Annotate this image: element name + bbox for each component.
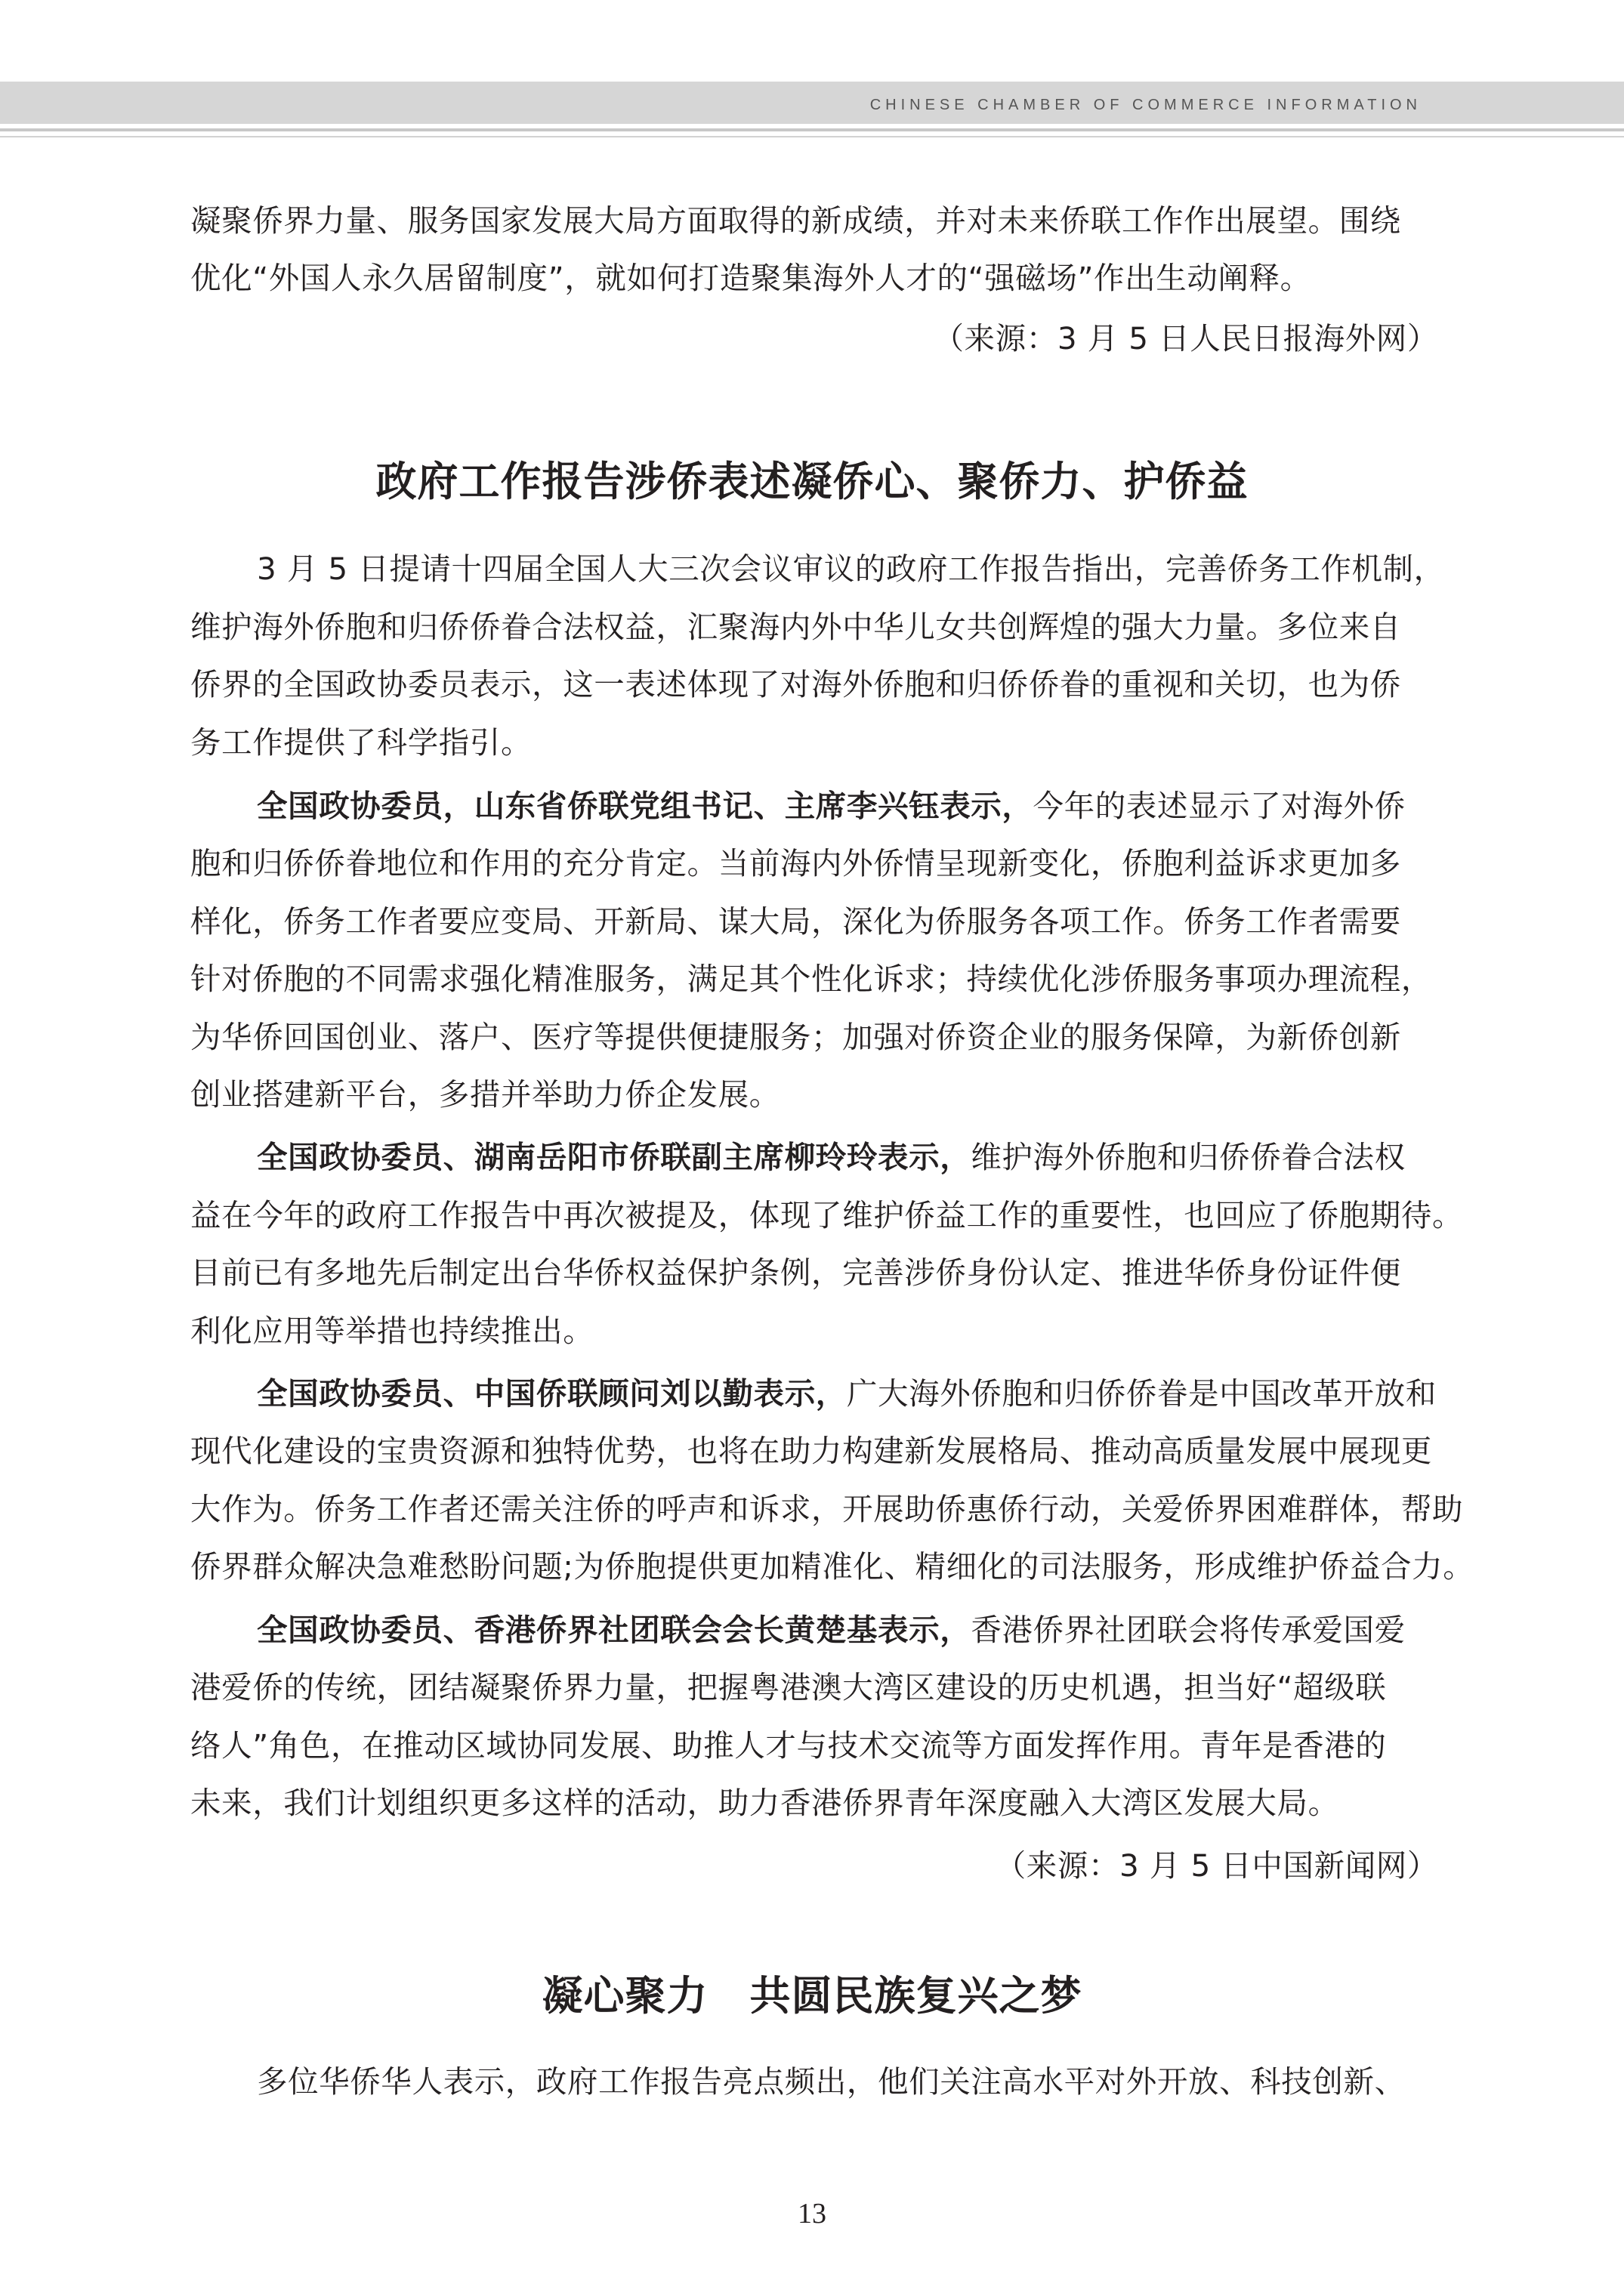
paragraph-line: 港爱侨的传统，团结凝聚侨界力量，把握粤港澳大湾区建设的历史机遇，担当好“超级联 xyxy=(190,1669,1387,1705)
paragraph-line: 多位华侨华人表示，政府工作报告亮点频出，他们关注高水平对外开放、科技创新、 xyxy=(257,2063,1406,2100)
paragraph-line: 未来，我们计划组织更多这样的活动，助力香港侨界青年深度融入大湾区发展大局。 xyxy=(190,1785,1339,1821)
paragraph-line: 侨界的全国政协委员表示，这一表述体现了对海外侨胞和归侨侨眷的重视和关切，也为侨 xyxy=(190,666,1401,702)
paragraph-line: 利化应用等举措也持续推出。 xyxy=(190,1313,594,1349)
running-header: CHINESE CHAMBER OF COMMERCE INFORMATION xyxy=(869,97,1422,113)
paragraph-line: 样化，侨务工作者要应变局、开新局、谋大局，深化为侨服务各项工作。侨务工作者需要 xyxy=(190,903,1401,940)
source-line: （来源：3 月 5 日中国新闻网） xyxy=(995,1847,1438,1884)
header-divider xyxy=(0,128,1624,131)
paragraph-line: 胞和归侨侨眷地位和作用的充分肯定。当前海内外侨情呈现新变化，侨胞利益诉求更加多 xyxy=(190,845,1401,881)
paragraph-line xyxy=(257,783,1438,829)
source-line: （来源：3 月 5 日人民日报海外网） xyxy=(933,320,1438,356)
paragraph-line xyxy=(257,1371,1438,1416)
paragraph-line: 务工作提供了科学指引。 xyxy=(190,724,533,761)
intro-line: 凝聚侨界力量、服务国家发展大局方面取得的新成绩，并对未来侨联工作作出展望。围绕 xyxy=(190,202,1401,239)
paragraph-line: 3 月 5 日提请十四届全国人大三次会议审议的政府工作报告指出，完善侨务工作机制， xyxy=(257,551,1445,587)
speaker-lead: 全国政协委员、香港侨界社团联会会长黄楚基表示， xyxy=(257,1612,971,1648)
article-title: 凝心聚力 共圆民族复兴之梦 xyxy=(542,1972,1082,2020)
paragraph-line: 维护海外侨胞和归侨侨眷合法权益，汇聚海内外中华儿女共创辉煌的强大力量。多位来自 xyxy=(190,609,1401,645)
paragraph-text: 广大海外侨胞和归侨侨眷是中国改革开放和 xyxy=(846,1375,1437,1412)
paragraph-line: 目前已有多地先后制定出台华侨权益保护条例，完善涉侨身份认定、推进华侨身份证件便 xyxy=(190,1255,1401,1291)
paragraph-line: 创业搭建新平台，多措并举助力侨企发展。 xyxy=(190,1076,780,1113)
page-number: 13 xyxy=(798,2198,826,2230)
paragraph-line: 针对侨胞的不同需求强化精准服务，满足其个性化诉求；持续优化涉侨服务事项办理流程， xyxy=(190,961,1432,997)
paragraph-line: 现代化建设的宝贵资源和独特优势，也将在助力构建新发展格局、推动高质量发展中展现更 xyxy=(190,1433,1432,1469)
paragraph-line: 大作为。侨务工作者还需关注侨的呼声和诉求，开展助侨惠侨行动，关爱侨界困难群体，帮助 xyxy=(190,1491,1464,1527)
paragraph-line: 侨界群众解决急难愁盼问题;为侨胞提供更加精准化、精细化的司法服务，形成维护侨益合力。 xyxy=(190,1548,1474,1585)
paragraph-line xyxy=(257,1607,1438,1653)
paragraph-line: 为华侨回国创业、落户、医疗等提供便捷服务；加强对侨资企业的服务保障，为新侨创新 xyxy=(190,1019,1401,1055)
intro-line: 优化“外国人永久居留制度”，就如何打造聚集海外人才的“强磁场”作出生动阐释。 xyxy=(190,260,1311,296)
article-title: 政府工作报告涉侨表述凝侨心、聚侨力、护侨益 xyxy=(375,458,1249,505)
paragraph-text: 维护海外侨胞和归侨侨眷合法权 xyxy=(971,1139,1406,1175)
speaker-lead: 全国政协委员、湖南岳阳市侨联副主席柳玲玲表示， xyxy=(257,1139,971,1175)
speaker-lead: 全国政协委员，山东省侨联党组书记、主席李兴钰表示， xyxy=(257,788,1033,824)
header-divider-thin xyxy=(0,136,1624,137)
paragraph-line: 络人”角色，在推动区域协同发展、助推人才与技术交流等方面发挥作用。青年是香港的 xyxy=(190,1727,1387,1764)
paragraph-text: 今年的表述显示了对海外侨 xyxy=(1033,788,1406,824)
speaker-lead: 全国政协委员、中国侨联顾问刘以勤表示， xyxy=(257,1375,847,1412)
paragraph-line xyxy=(257,1134,1438,1180)
paragraph-text: 香港侨界社团联会将传承爱国爱 xyxy=(971,1612,1406,1648)
paragraph-line: 益在今年的政府工作报告中再次被提及，体现了维护侨益工作的重要性，也回应了侨胞期待。 xyxy=(190,1197,1464,1233)
